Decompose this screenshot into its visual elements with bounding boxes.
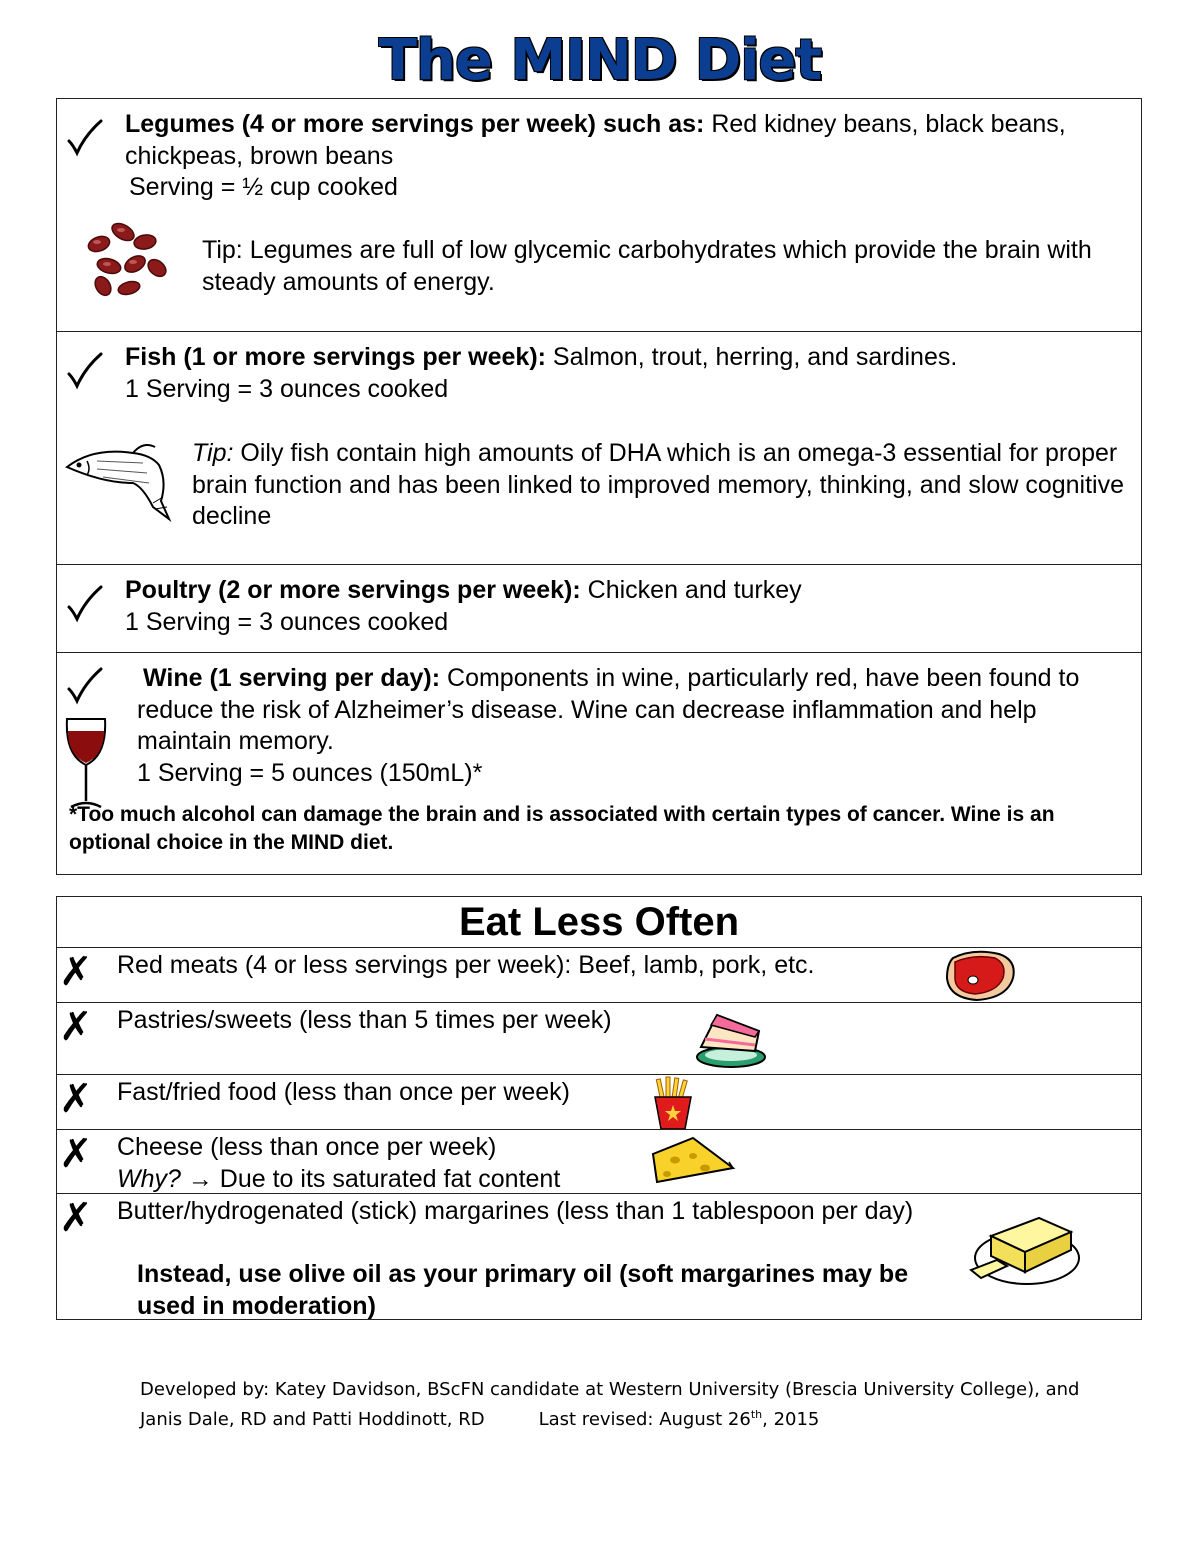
- x-icon: ✗: [59, 1195, 93, 1241]
- fast-food-text: Fast/fried food (less than once per week): [117, 1078, 571, 1106]
- poultry-text: Poultry (2 or more servings per week): Chicken and turkey 1 Serving = 3 ounces cooked: [125, 576, 802, 636]
- pastries-text: Pastries/sweets (less than 5 times per week): [117, 1006, 612, 1034]
- legumes-text: Legumes (4 or more servings per week) such as: Red kidney beans, black beans, chickpeas, brown beans Serving = ½ cup cooked: [125, 110, 1066, 201]
- butter-text: Butter/hydrogenated (stick) margarines (less than 1 tablespoon per day): [117, 1197, 914, 1225]
- footer-line-2: Janis Dale, RD and Patti Hoddinott, RD Last revised: August 26th, 2015: [140, 1408, 820, 1430]
- fish-section: [57, 331, 1141, 564]
- butter-row: [57, 1193, 1141, 1319]
- butter-tip: Instead, use olive oil as your primary oil (soft margarines may be used in moderation): [137, 1260, 909, 1320]
- eat-less-box: [56, 896, 1142, 1320]
- steak-icon: [943, 948, 1019, 1002]
- wine-glass-icon: [63, 715, 109, 811]
- fish-text: Fish (1 or more servings per week): Salmon, trout, herring, and sardines. 1 Serving = 3 ounces cooked: [125, 343, 958, 403]
- poultry-section: [57, 564, 1141, 652]
- cheese-text: Cheese (less than once per week) Why? → Due to its saturated fat content: [117, 1133, 561, 1193]
- check-icon: [65, 583, 105, 623]
- cake-icon: [693, 1007, 769, 1069]
- x-icon: ✗: [59, 949, 93, 995]
- x-icon: ✗: [59, 1004, 93, 1050]
- eat-more-box: [56, 98, 1142, 875]
- fish-icon: [63, 437, 183, 527]
- page-title: The MIND Diet: [378, 28, 822, 93]
- footer-line-1: Developed by: Katey Davidson, BScFN candidate at Western University (Brescia University College), and: [140, 1379, 1080, 1400]
- alcohol-note: *Too much alcohol can damage the brain and is associated with certain types of cancer. Wine is an optional choice in the MIND diet.: [69, 803, 1055, 854]
- legumes-serving: Serving = ½ cup cooked: [129, 173, 398, 201]
- pastries-row: [57, 1002, 1141, 1074]
- fish-serving: 1 Serving = 3 ounces cooked: [125, 374, 449, 403]
- wine-section: [57, 652, 1141, 874]
- cheese-row: [57, 1129, 1141, 1193]
- cheese-icon: [649, 1134, 737, 1190]
- footer-revised: Last revised: August 26: [538, 1409, 751, 1430]
- check-icon: [65, 665, 105, 705]
- eat-less-title: Eat Less Often: [458, 900, 740, 944]
- fries-icon: [651, 1075, 695, 1131]
- kidney-beans-icon: [79, 214, 175, 300]
- red-meats-row: [57, 947, 1141, 1002]
- check-icon: [65, 117, 105, 157]
- red-meats-text: Red meats (4 or less servings per week): Beef, lamb, pork, etc.: [117, 951, 815, 979]
- x-icon: ✗: [59, 1076, 93, 1122]
- legumes-section: [57, 99, 1141, 331]
- footer-authors: Janis Dale, RD and Patti Hoddinott, RD: [140, 1409, 485, 1430]
- check-icon: [65, 350, 105, 390]
- butter-icon: [967, 1208, 1081, 1290]
- wine-serving: 1 Serving = 5 ounces (150mL)*: [137, 758, 483, 787]
- poultry-serving: 1 Serving = 3 ounces cooked: [125, 607, 449, 636]
- fish-tip: Tip: Oily fish contain high amounts of DHA which is an omega-3 essential for proper brain function and has been linked to improved memory, thinking, and slow cognitive decline: [192, 439, 1125, 530]
- fast-food-row: [57, 1074, 1141, 1129]
- legumes-tip: Tip: Legumes are full of low glycemic carbohydrates which provide the brain with steady amounts of energy.: [202, 236, 1092, 296]
- x-icon: ✗: [59, 1131, 93, 1177]
- wine-text: Wine (1 serving per day): Components in wine, particularly red, have been found to reduce the risk of Alzheimer’s disease. Wine can decrease inflammation and help maintain memory. 1 Serving = 5 ounces (150mL)*: [137, 664, 1080, 787]
